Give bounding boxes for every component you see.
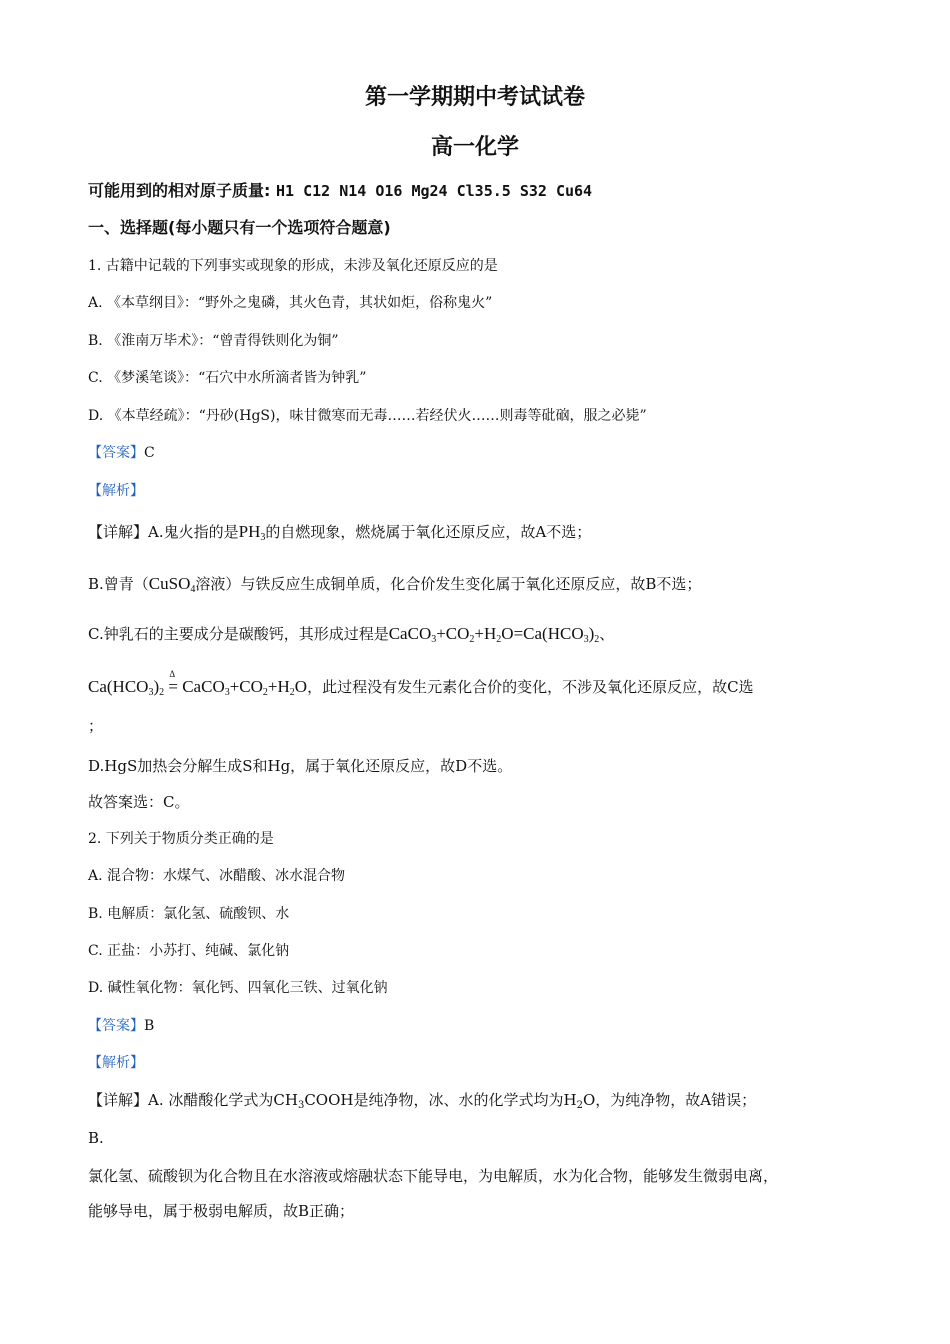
- q2-option-a: A. 混合物：水煤气、冰醋酸、冰水混合物: [88, 868, 346, 884]
- f-sub: 2: [262, 687, 268, 698]
- q2-detail-a: [88, 1090, 756, 1110]
- q2-analysis-tag: 【解析】: [88, 1055, 144, 1071]
- f-sub: 3: [583, 634, 589, 645]
- q1-analysis-tag: 【解析】: [88, 483, 144, 499]
- f-sub: 2: [576, 1100, 583, 1111]
- f-sub: 3: [148, 687, 154, 698]
- q1-detail-b: [88, 574, 701, 594]
- q2-detail-tag: 【详解】: [88, 1091, 149, 1109]
- f-sub: 2: [469, 634, 475, 645]
- f-o: O: [294, 677, 308, 696]
- q1-detail-c2-post: ，此过程没有发生元素化合价的变化，不涉及氧化还原反应，故C选: [307, 678, 754, 696]
- f-sub: 2: [496, 634, 502, 645]
- formula-cuso: CuSO: [148, 574, 191, 593]
- formula-cuso-sub: 4: [190, 584, 196, 595]
- q2-detail-b-label: B.: [88, 1129, 104, 1147]
- page-subtitle: 高一化学: [430, 135, 519, 160]
- f-sub: 3: [297, 1100, 305, 1111]
- f-sub: 3: [431, 634, 437, 645]
- f-sub: 2: [594, 634, 600, 645]
- equals-sign: =: [168, 677, 178, 696]
- q2-detail-a-1: A. 冰醋酸化学式为CH: [148, 1091, 298, 1109]
- f-close: ): [588, 624, 595, 643]
- q1-detail-c2: [88, 669, 754, 698]
- q2-answer-value: B: [144, 1018, 155, 1034]
- q1-option-d: D. 《本草经疏》：“丹砂(HgS)，味甘微寒而无毒……若经伏火……则毒等砒硇，服之必毙”: [88, 408, 647, 424]
- delta-symbol: Δ: [169, 669, 176, 679]
- q1-detail-a-pre: A.鬼火指的是: [148, 523, 239, 541]
- q2-option-b: B. 电解质：氯化氢、硫酸钡、水: [88, 906, 290, 922]
- q1-option-c: C. 《梦溪笔谈》：“石穴中水所滴者皆为钟乳”: [88, 370, 367, 386]
- f-close: ): [153, 677, 160, 696]
- page-title: 第一学期期中考试试卷: [364, 85, 585, 110]
- f-co: +CO: [229, 677, 263, 696]
- section-title: 一、选择题(每小题只有一个选项符合题意): [88, 218, 391, 237]
- q1-conclusion: 故答案选：C。: [88, 793, 190, 811]
- f-caco: CaCO: [182, 677, 225, 696]
- q1-answer: [88, 443, 155, 463]
- atomic-mass-values: H1 C12 N14 O16 Mg24 Cl35.5 S32 Cu64: [275, 182, 593, 200]
- f-h: +H: [267, 677, 290, 696]
- f-co: +CO: [436, 624, 470, 643]
- formula-reaction-1: [389, 624, 600, 643]
- q1-detail-d: D.HgS加热会分解生成S和Hg，属于氧化还原反应，故D不选。: [88, 757, 513, 775]
- formula-ph-sub: 3: [260, 532, 266, 543]
- q2-answer-tag: 【答案】: [88, 1018, 144, 1034]
- q2-detail-a-2: COOH是纯净物，冰、水的化学式均为H: [304, 1091, 577, 1109]
- q2-detail-b-line-1: 氯化氢、硫酸钡为化合物且在水溶液或熔融状态下能导电，为电解质，水为化合物，能够发生微弱电离，: [88, 1167, 779, 1185]
- q1-option-b: B. 《淮南万毕术》：“曾青得铁则化为铜”: [88, 333, 339, 349]
- q1-answer-tag: 【答案】: [88, 445, 144, 461]
- f-caco: CaCO: [388, 624, 432, 643]
- q2-option-c: C. 正盐：小苏打、纯碱、氯化钠: [88, 943, 290, 959]
- q1-detail-c-tail: 、: [599, 625, 615, 643]
- f-sub: 2: [159, 687, 165, 698]
- q2-answer: [88, 1016, 154, 1036]
- f-sub: 3: [224, 687, 230, 698]
- f-sub: 2: [289, 687, 295, 698]
- q1-detail-a-post: 的自燃现象，燃烧属于氧化还原反应，故A不选；: [265, 523, 592, 541]
- q2-detail-b-line-2: 能够导电，属于极弱电解质，故B正确；: [88, 1202, 355, 1220]
- q1-option-a: A. 《本草纲目》：“野外之鬼磷，其火色青，其状如炬，俗称鬼火”: [88, 295, 493, 311]
- f-h: +H: [474, 624, 497, 643]
- q1-detail-b-pre: B.曾青（: [88, 575, 149, 593]
- q1-answer-value: C: [144, 445, 155, 461]
- formula-cuso4: [149, 574, 196, 593]
- f-o-eq: O=Ca(HCO: [501, 624, 584, 643]
- formula-ph3: [239, 522, 266, 541]
- q2-option-d: D. 碱性氧化物：氧化钙、四氧化三铁、过氧化钠: [88, 980, 388, 996]
- q1-detail-b-post: 溶液）与铁反应生成铜单质，化合价发生变化属于氧化还原反应，故B不选；: [195, 575, 702, 593]
- q1-detail-c-semicolon: ；: [88, 717, 104, 735]
- atomic-mass-label: 可能用到的相对原子质量:: [88, 181, 271, 200]
- q1-detail-tag: 【详解】: [88, 523, 149, 541]
- heating-equals: [168, 669, 178, 697]
- q2-detail-a-3: O，为纯净物，故A错误；: [582, 1091, 757, 1109]
- formula-ph: PH: [238, 522, 261, 541]
- q1-detail-c-pre: C.钟乳石的主要成分是碳酸钙，其形成过程是: [88, 625, 389, 643]
- q1-detail-a: [88, 522, 591, 542]
- q2-stem: 2. 下列关于物质分类正确的是: [88, 831, 274, 847]
- atomic-mass-line: [88, 181, 592, 201]
- q1-stem: 1. 古籍中记载的下列事实或现象的形成，未涉及氧化还原反应的是: [88, 258, 498, 274]
- f-ca-hco: Ca(HCO: [88, 677, 149, 696]
- formula-reaction-2: [88, 669, 308, 698]
- q1-detail-c: [88, 624, 614, 644]
